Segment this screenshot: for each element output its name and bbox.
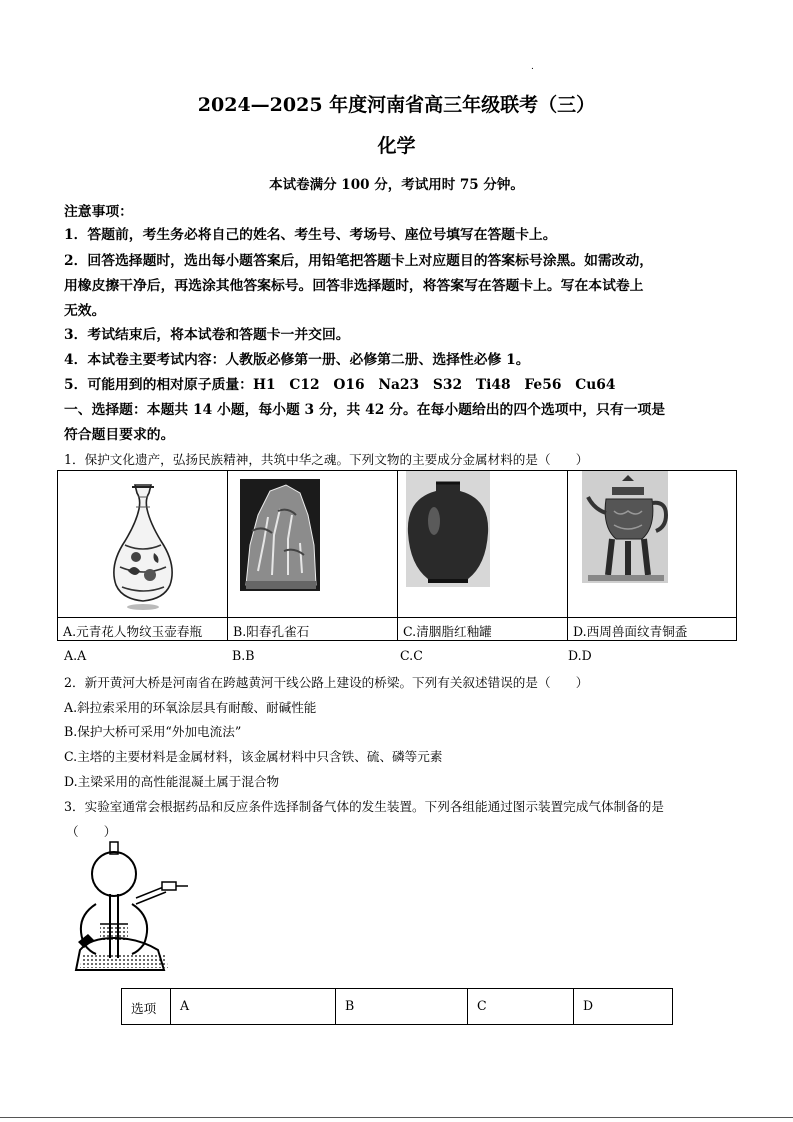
caption-a: A.元青花人物纹玉壶春瓶 [58, 617, 228, 641]
q3-options-table [121, 988, 673, 1025]
note-line: 3．考试结束后，将本试卷和答题卡一并交回。 [64, 327, 350, 343]
jar-image [398, 471, 568, 617]
note-line: 1．答题前，考生务必将自己的姓名、考生号、考场号、座位号填写在答题卡上。 [64, 227, 557, 243]
q2-stem: 2．新开黄河大桥是河南省在跨越黄河干线公路上建设的桥梁。下列有关叙述错误的是（ ） [64, 675, 589, 690]
exam-title: 2024—2025 年度河南省高三年级联考（三） [197, 94, 596, 116]
note-line: 用橡皮擦干净后，再选涂其他答案标号。回答非选择题时，将答案写在答题卡上。写在本试卷上 [64, 278, 644, 294]
header-c: C [468, 989, 574, 1024]
vase-image [58, 471, 228, 617]
subject-title: 化学 [377, 135, 416, 157]
q3-paren: （ ） [66, 824, 117, 839]
caption-c: C.清胭脂红釉罐 [398, 617, 568, 641]
q1-option-d: D.D [568, 648, 592, 663]
section-heading-cont: 符合题目要求的。 [64, 427, 175, 443]
score-line: 本试卷满分 100 分，考试用时 75 分钟。 [269, 177, 524, 193]
q2-option-a: A.斜拉索采用的环氧涂层具有耐酸、耐碱性能 [64, 700, 317, 715]
fig-cell-c [398, 471, 568, 617]
note-line: 4．本试卷主要考试内容：人教版必修第一册、必修第二册、选择性必修 1。 [64, 352, 530, 368]
q1-stem: 1．保护文化遗产，弘扬民族精神，共筑中华之魂。下列文物的主要成分金属材料的是（ ） [64, 452, 589, 467]
q2-option-d: D.主梁采用的高性能混凝土属于混合物 [64, 774, 280, 789]
fig-cell-d [568, 471, 738, 617]
note-line: 2．回答选择题时，选出每小题答案后，用铅笔把答题卡上对应题目的答案标号涂黑。如需改动， [64, 253, 654, 269]
q1-option-b: B.B [232, 648, 255, 663]
notes-heading: 注意事项： [64, 204, 133, 220]
bronze-vessel-image [568, 471, 738, 617]
q2-option-c: C.主塔的主要材料是金属材料，该金属材料中只含铁、硫、磷等元素 [64, 749, 443, 764]
fig-cell-b [228, 471, 398, 617]
stray-dot: . [531, 62, 534, 72]
note-line: 无效。 [64, 303, 106, 319]
q3-stem: 3．实验室通常会根据药品和反应条件选择制备气体的发生装置。下列各组能通过图示装置完成气体制备的是 [64, 799, 664, 814]
q2-option-b: B.保护大桥可采用“外加电流法” [64, 724, 242, 739]
header-a: A [171, 989, 336, 1024]
caption-d: D.西周兽面纹青铜盉 [568, 617, 736, 641]
q1-figure-table [57, 470, 737, 641]
header-d: D [583, 998, 594, 1013]
q1-option-c: C.C [400, 648, 423, 663]
caption-b: B.阳春孔雀石 [228, 617, 398, 641]
page-bottom-rule [0, 1117, 793, 1118]
malachite-image [228, 471, 398, 617]
header-option: 选项 [122, 989, 171, 1024]
header-b: B [336, 989, 468, 1024]
q1-option-a: A.A [64, 648, 87, 663]
kipp-generator-diagram [70, 838, 190, 976]
note-line: 5．可能用到的相对原子质量：H1 C12 O16 Na23 S32 Ti48 Fe56 Cu64 [64, 377, 616, 393]
fig-cell-a [58, 471, 228, 617]
section-heading: 一、选择题：本题共 14 小题，每小题 3 分，共 42 分。在每小题给出的四个选项中，只有一项是 [64, 402, 666, 418]
